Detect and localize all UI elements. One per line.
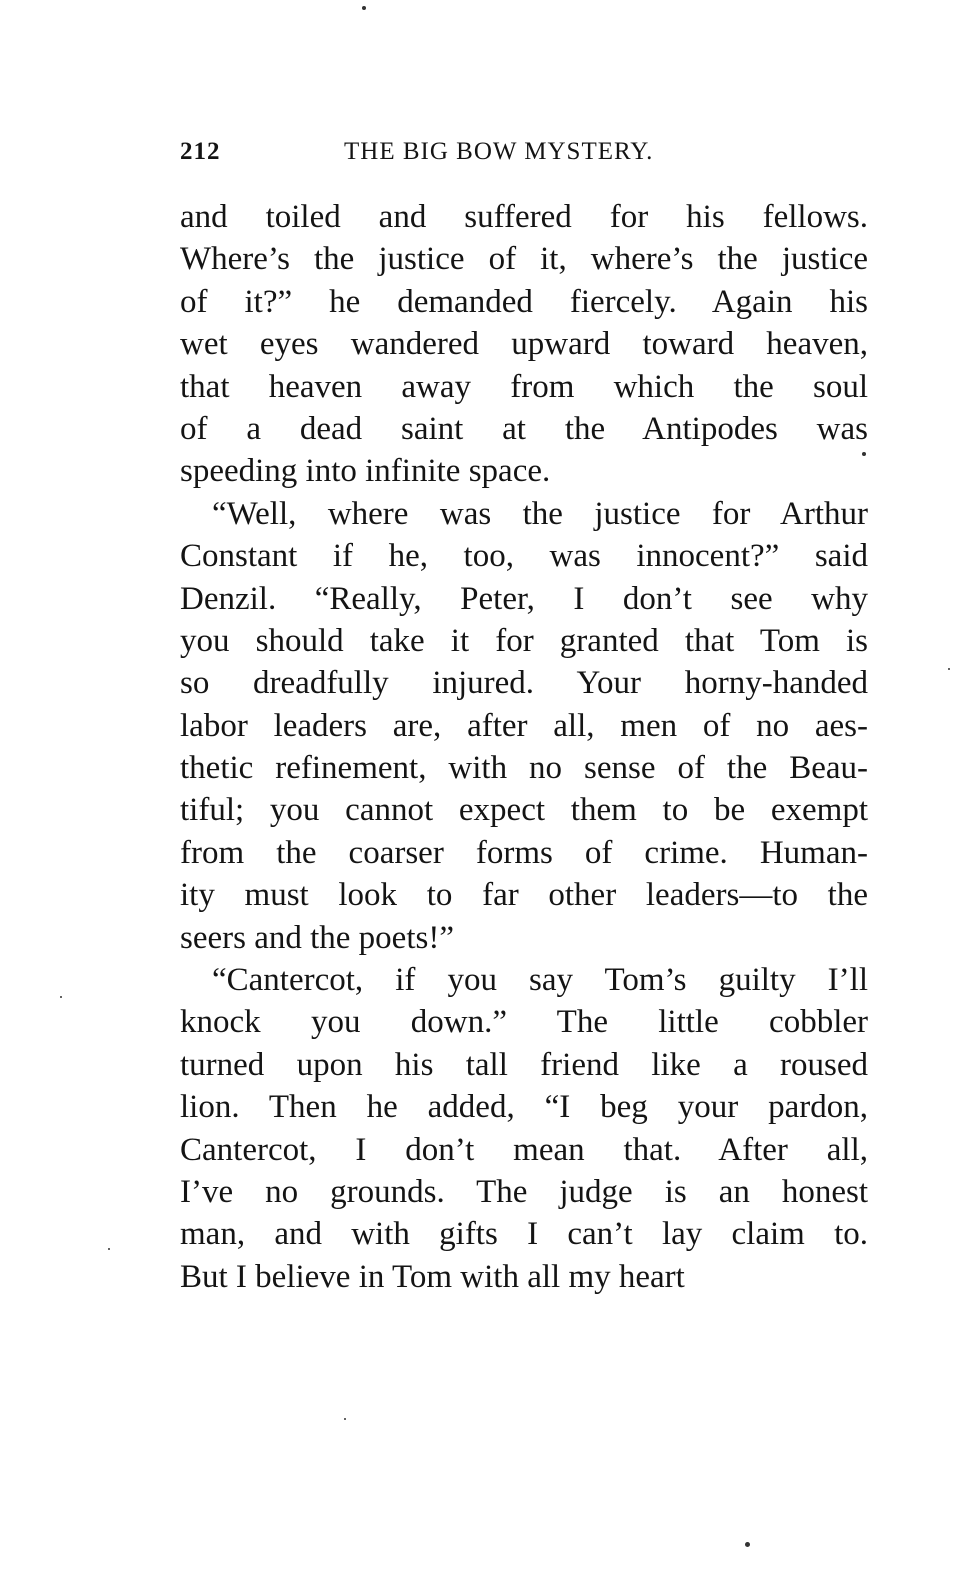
text-line: I’ve no grounds. The judge is an honest xyxy=(180,1173,868,1210)
scan-speck xyxy=(745,1542,750,1547)
text-line: But I believe in Tom with all my heart xyxy=(180,1258,685,1295)
text-line: and toiled and suffered for his fellows. xyxy=(180,199,868,235)
text-line: of it?” he demanded fiercely. Again his xyxy=(180,283,868,320)
text-line: wet eyes wandered upward toward heaven, xyxy=(180,326,868,363)
text-line: labor leaders are, after all, men of no aes- xyxy=(180,707,868,744)
text-line: from the coarser forms of crime. Human- xyxy=(180,834,868,871)
text-line: “Well, where was the justice for Arthur xyxy=(212,495,868,532)
running-title: THE BIG BOW MYSTERY. xyxy=(344,138,654,165)
text-line: that heaven away from which the soul xyxy=(180,368,868,405)
text-line: of a dead saint at the Antipodes was xyxy=(180,410,868,447)
text-line: knock you down.” The little cobbler xyxy=(180,1004,868,1041)
text-line: Where’s the justice of it, where’s the justice xyxy=(180,241,868,278)
scan-speck xyxy=(108,1248,110,1250)
running-head xyxy=(180,138,868,174)
text-line: tiful; you cannot expect them to be exempt xyxy=(180,792,868,829)
text-line: so dreadfully injured. Your horny-handed xyxy=(180,665,868,702)
text-line: lion. Then he added, “I beg your pardon, xyxy=(180,1089,868,1126)
text-line: Constant if he, too, was innocent?” said xyxy=(180,538,868,575)
scan-speck xyxy=(862,452,866,456)
scan-speck xyxy=(60,996,62,998)
scan-speck xyxy=(362,6,366,10)
text-line: ity must look to far other leaders—to the xyxy=(180,877,868,914)
text-line: man, and with gifts I can’t lay claim to. xyxy=(180,1216,868,1253)
text-line: speeding into infinite space. xyxy=(180,453,551,490)
text-line: Cantercot, I don’t mean that. After all, xyxy=(180,1131,868,1168)
text-line: turned upon his tall friend like a roused xyxy=(180,1046,868,1083)
scan-speck xyxy=(948,668,950,670)
text-line: thetic refinement, with no sense of the Beau- xyxy=(180,750,868,787)
page-number: 212 xyxy=(180,138,221,165)
text-line: you should take it for granted that Tom is xyxy=(180,622,868,659)
text-line: seers and the poets!” xyxy=(180,919,454,956)
text-line: “Cantercot, if you say Tom’s guilty I’ll xyxy=(212,962,868,999)
scan-speck xyxy=(344,1418,346,1420)
body-text xyxy=(180,196,868,1298)
text-line: Denzil. “Really, Peter, I don’t see why xyxy=(180,580,868,617)
